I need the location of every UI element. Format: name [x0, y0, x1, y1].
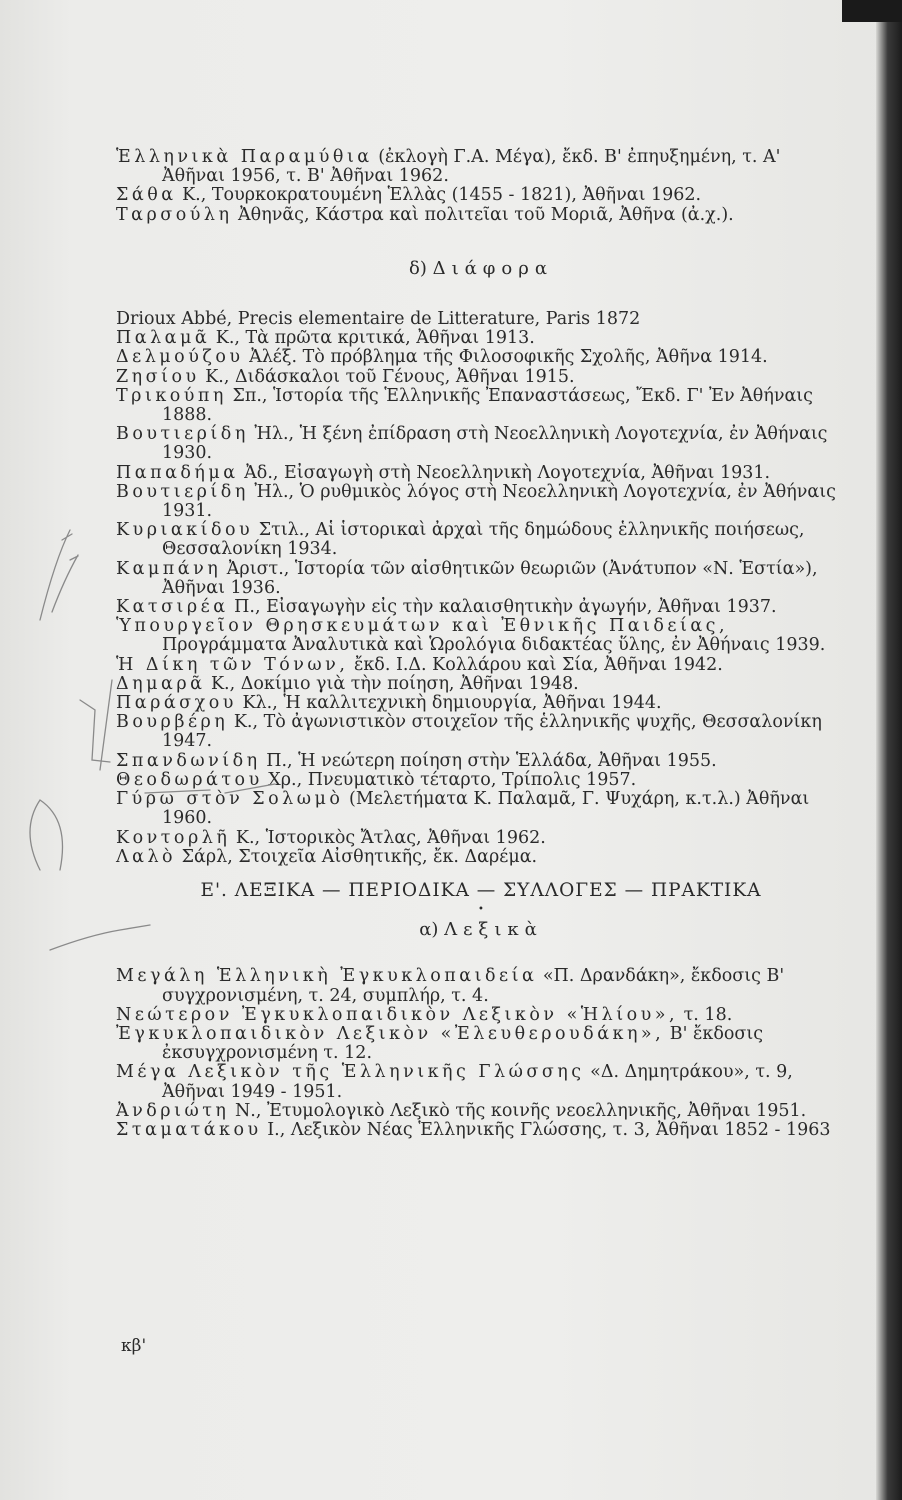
entry-author: Βουτιερίδη [116, 424, 249, 445]
bib-entry [116, 598, 846, 617]
bib-entry [116, 1121, 846, 1140]
entry-text: Κ., Τουρκοκρατουμένη Ἑλλὰς (1455 - 1821), Ἀθῆναι 1962. [176, 185, 702, 206]
bib-entry [116, 368, 846, 387]
entry-author: Ἑλληνικὰ Παραμύθια [116, 147, 373, 167]
entry-text: Π., Εἰσαγωγὴν εἰς τὴν καλαισθητικὴν ἀγωγήν, Ἀθῆναι 1937. [228, 597, 777, 618]
entry-text: Κ., Διδάσκαλοι τοῦ Γένους, Ἀθῆναι 1915. [199, 366, 575, 387]
entry-text: Drioux Abbé, Precis elementaire de Litterature, Paris 1872 [116, 309, 641, 330]
entry-author: Κοντορλῆ [116, 827, 231, 848]
entry-author: Νεώτερον Ἐγκυκλοπαιδικὸν Λεξικὸν «Ἡλίου», [116, 1004, 679, 1025]
entry-author: Ἐγκυκλοπαιδικὸν Λεξικὸν «Ἐλευθερουδάκη», [116, 1023, 665, 1044]
entry-text: Ν., Ἐτυμολογικὸ Λεξικὸ τῆς κοινῆς νεοελληνικῆς, Ἀθῆναι 1951. [229, 1100, 807, 1121]
bib-entry [116, 675, 846, 694]
bib-entry [116, 310, 846, 329]
bib-entry [116, 1063, 846, 1101]
group-d-list [116, 310, 846, 867]
entry-text: Κλ., Ἡ καλλιτεχνικὴ δημιουργία, Ἀθῆναι 1944. [236, 693, 662, 714]
entry-text: Στιλ., Αἱ ἱστορικαὶ ἀρχαὶ τῆς δημώδους ἑλληνικῆς ποιήσεως, Θεσσαλονίκη 1934. [162, 520, 805, 560]
entry-text: «Π. Δρανδάκη», ἔκδοσις Β' συγχρονισμένη, τ. 24, συμπλήρ, τ. 4. [162, 966, 785, 1006]
entry-text: Κ., Ἱστορικὸς Ἄτλας, Ἀθῆναι 1962. [230, 827, 546, 848]
page-number: κβ' [121, 1336, 147, 1356]
pencil-mark-bracket [80, 700, 110, 762]
bib-entry [116, 1102, 846, 1121]
entry-author: Σπανδωνίδη [116, 750, 261, 771]
pencil-scribble [40, 530, 78, 620]
entry-author: Γύρω στὸν Σολωμὸ [116, 789, 344, 810]
entry-author: Παράσχου [116, 693, 237, 714]
group-a-list [116, 967, 846, 1140]
entry-text: Ἀλέξ. Τὸ πρόβλημα τῆς Φιλοσοφικῆς Σχολῆς, Ἀθῆνα 1914. [243, 347, 768, 368]
heading-title: Λεξικὰ [444, 919, 543, 941]
entry-author: Μεγάλη Ἑλληνικὴ Ἐγκυκλοπαιδεία [116, 966, 538, 987]
entry-author: Ζησίου [116, 366, 200, 387]
bib-entry [116, 1006, 846, 1025]
entry-author: Δελμούζου [116, 347, 244, 368]
entry-author: Παλαμᾶ [116, 328, 211, 349]
group-c-list [116, 148, 846, 225]
bib-entry [116, 206, 846, 225]
pencil-mark-arrow [30, 800, 63, 870]
entry-text: Ἠλ., Ἡ ξένη ἐπίδραση στὴ Νεοελληνικὴ Λογοτεχνία, ἐν Ἀθήναις 1930. [162, 424, 828, 464]
entry-text: Ἀδ., Εἰσαγωγὴ στὴ Νεοελληνικὴ Λογοτεχνία, Ἀθῆναι 1931. [238, 462, 771, 483]
entry-text: τ. 18. [678, 1004, 733, 1025]
bib-entry [116, 148, 846, 186]
entry-text: Σπ., Ἱστορία τῆς Ἑλληνικῆς Ἐπαναστάσεως, Ἔκδ. Γ' Ἐν Ἀθήναις 1888. [162, 385, 813, 426]
bib-entry [116, 829, 846, 848]
bibliography-content [116, 148, 846, 1140]
heading-lexika [116, 920, 846, 939]
bib-entry [116, 694, 846, 713]
bib-entry [116, 329, 846, 348]
bib-entry [116, 656, 846, 675]
bib-entry [116, 348, 846, 367]
bib-entry [116, 425, 846, 463]
bib-entry [116, 1025, 846, 1063]
entry-text: Β' ἔκδοσις ἐκσυγχρονισμένη τ. 12. [162, 1023, 764, 1064]
bib-entry [116, 186, 846, 205]
scan-corner [842, 0, 902, 22]
entry-author: Καμπάνη [116, 558, 222, 579]
entry-text: Χρ., Πνευματικὸ τέταρτο, Τρίπολις 1957. [262, 769, 637, 790]
bib-entry [116, 967, 846, 1005]
entry-author: Τρικούπη [116, 385, 227, 406]
entry-text: Κ., Τὸ ἀγωνιστικὸν στοιχεῖον τῆς ἑλληνικῆς ψυχῆς, Θεσσαλονίκη 1947. [162, 712, 822, 752]
entry-author: Μέγα Λεξικὸν τῆς Ἑλληνικῆς Γλώσσης [116, 1062, 585, 1083]
bib-entry [116, 790, 846, 828]
entry-author: Παπαδήμα [116, 462, 239, 483]
bib-entry [116, 483, 846, 521]
entry-text: Κ., Τὰ πρῶτα κριτικά, Ἀθῆναι 1913. [210, 328, 535, 349]
entry-text: (Μελετήματα Κ. Παλαμᾶ, Γ. Ψυχάρη, κ.τ.λ.) Ἀθῆναι 1960. [162, 789, 810, 829]
entry-author: Κατσιρέα [116, 597, 229, 618]
section-dot: • [478, 904, 484, 916]
bib-entry [116, 560, 846, 598]
entry-text: Ἀριστ., Ἱστορία τῶν αἰσθητικῶν θεωριῶν (Ἀνάτυπον «Ν. Ἑστία»), Ἀθῆναι 1936. [162, 558, 818, 598]
entry-author: Βουρβέρη [116, 712, 229, 733]
heading-diafora [116, 259, 846, 278]
bib-entry [116, 464, 846, 483]
entry-author: Ἡ Δίκη τῶν Τόνων, [116, 654, 349, 675]
entry-text: Ι., Λεξικὸν Νέας Ἑλληνικῆς Γλώσσης, τ. 3, Ἀθῆναι 1852 - 1963 [261, 1119, 831, 1140]
bib-entry [116, 521, 846, 559]
entry-author: Ἀνδριώτη [116, 1100, 230, 1121]
entry-text: Ἠλ., Ὁ ρυθμικὸς λόγος στὴ Νεοελληνικὴ Λογοτεχνία, ἐν Ἀθήναις 1931. [162, 481, 836, 522]
entry-text: Προγράμματα Ἀναλυτικὰ καὶ Ὡρολόγια διδακτέας ὕλης, ἐν Ἀθήναις 1939. [162, 635, 826, 656]
entry-text: (ἐκλογὴ Γ.Α. Μέγα), ἔκδ. Β' ἐπηυξημένη, τ. Α' Ἀθῆναι 1956, τ. Β' Ἀθῆναι 1962. [162, 147, 781, 187]
entry-author: Βουτιερίδη [116, 481, 249, 502]
entry-author: Λαλὸ [116, 846, 177, 867]
heading-title: Διάφορα [432, 257, 553, 279]
entry-text: Ἀθηνᾶς, Κάστρα καὶ πολιτεῖαι τοῦ Μοριᾶ, Ἀθῆνα (ἀ.χ.). [232, 204, 734, 225]
entry-author: Ταρσούλη [116, 204, 233, 225]
entry-author: Κυριακίδου [116, 520, 254, 541]
entry-author: Σταματάκου [116, 1119, 262, 1140]
heading-prefix: α) [419, 919, 439, 941]
entry-text: Σάρλ, Στοιχεῖα Αἰσθητικῆς, ἔκ. Δαρέμα. [176, 846, 538, 867]
entry-author: Ὑπουργεῖον Θρησκευμάτων καὶ Ἐθνικῆς Παιδείας, [116, 616, 729, 637]
bib-entry [116, 752, 846, 771]
binding-edge [876, 0, 902, 1500]
bib-entry [116, 617, 846, 655]
bib-entry [116, 713, 846, 751]
pencil-mark-vertical [100, 680, 112, 770]
heading-prefix: δ) [409, 257, 427, 279]
entry-text: Κ., Δοκίμιο γιὰ τὴν ποίηση, Ἀθῆναι 1948. [205, 673, 579, 694]
bib-entry [116, 771, 846, 790]
entry-text: Π., Ἡ νεώτερη ποίηση στὴν Ἑλλάδα, Ἀθῆναι 1955. [260, 750, 717, 771]
entry-text: «Δ. Δημητράκου», τ. 9, Ἀθῆναι 1949 - 1951. [162, 1062, 793, 1102]
entry-author: Δημαρᾶ [116, 673, 206, 694]
entry-author: Σάθα [116, 185, 177, 206]
bib-entry [116, 387, 846, 425]
bib-entry [116, 848, 846, 867]
section-e-title: Ε'. ΛΕΞΙΚΑ — ΠΕΡΙΟΔΙΚΑ — ΣΥΛΛΟΓΕΣ — ΠΡΑΚΤΙΚΑ [200, 879, 762, 901]
entry-author: Θεοδωράτου [116, 769, 263, 790]
entry-text: ἔκδ. Ι.Δ. Κολλάρου καὶ Σία, Ἀθῆναι 1942. [348, 654, 723, 675]
